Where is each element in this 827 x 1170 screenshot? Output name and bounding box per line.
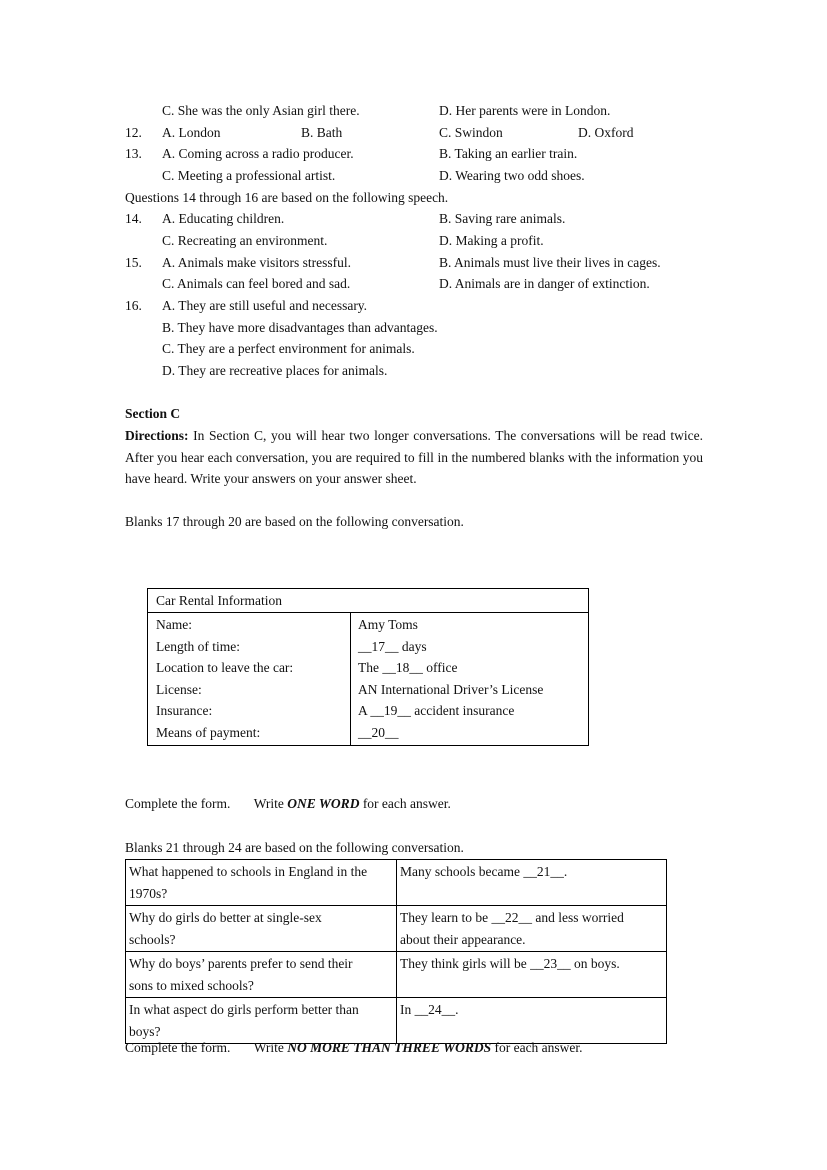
question-text: schools? [129,931,176,947]
value-text: A [358,703,371,718]
instruction-text: Complete the form. Write [125,1040,288,1055]
blank-24: __24__ [414,1002,456,1017]
question-number: 12. [125,125,142,140]
table-row [126,860,667,906]
question-line-12 [0,125,827,145]
option-text: C. Meeting a professional artist. [162,168,336,183]
value-text: Amy Toms [358,617,418,632]
value-length [358,636,581,658]
option-text: C. She was the only Asian girl there. [162,103,360,118]
table-row [126,998,667,1044]
option-text: A. Animals make visitors stressful. [162,255,351,270]
label-payment: Means of payment: [156,724,261,740]
answer-text: . [455,1002,459,1017]
option-text: B. Saving rare animals. [439,211,566,226]
question-line-16 [0,298,827,318]
blanks-17-20-intro: Blanks 17 through 20 are based on the following conversation. [125,514,464,529]
question-text: In what aspect do girls perform better than [129,1002,359,1017]
form1-instruction [125,796,451,812]
question-text: sons to mixed schools? [129,977,254,993]
option-text: C. They are a perfect environment for animals. [162,341,415,356]
option-text: D. Animals are in danger of extinction. [439,276,650,291]
value-license [358,679,581,701]
schools-table [125,859,667,1044]
table-row [126,952,667,998]
option-text: A. London [162,125,221,140]
blank-23: __23__ [530,956,571,971]
blank-17: __17__ [358,638,399,654]
option-text: A. They are still useful and necessary. [162,298,368,313]
question-cell [126,952,397,998]
question-text: Why do boys’ parents prefer to send their [129,956,353,971]
car-rental-labels [148,613,351,746]
option-text: A. Coming across a radio producer. [162,146,354,161]
answer-text: In [400,1002,415,1017]
value-payment [358,722,581,744]
answer-cell [397,860,667,906]
blanks-21-24-intro: Blanks 21 through 24 are based on the following conversation. [125,840,464,855]
option-text: A. Educating children. [162,211,285,226]
option-text: C. Animals can feel bored and sad. [162,276,351,291]
instruction-text: Complete the form. Write [125,796,288,811]
option-text: C. Recreating an environment. [162,233,328,248]
question-number: 14. [125,211,142,226]
value-text: days [398,638,427,654]
option-text: C. Swindon [439,125,503,140]
value-text: accident insurance [410,703,515,718]
form2-instruction [125,1040,583,1056]
option-line [0,363,827,383]
section-c-title: Section C [125,406,181,421]
question-text: Why do girls do better at single-sex [129,910,322,925]
table-row [126,906,667,952]
answer-text: and less worried [531,910,624,925]
instruction-text: for each answer. [491,1040,583,1055]
option-text: D. Making a profit. [439,233,544,248]
option-text: D. Oxford [578,125,634,140]
answer-cell [397,998,667,1044]
blank-20: __20__ [358,724,399,740]
question-line-14 [0,211,827,231]
value-text: AN International Driver’s License [358,681,544,697]
option-line [0,320,827,340]
label-license: License: [156,681,202,697]
answer-text: . [563,864,568,879]
value-name [358,614,581,636]
blank-19: __19__ [370,703,411,718]
value-text: office [422,660,458,675]
answer-text: on boys. [570,956,620,971]
value-location [358,657,581,679]
question-cell [126,860,397,906]
question-cell [126,906,397,952]
questions-heading [0,190,827,210]
option-text: D. They are recreative places for animals. [162,363,388,378]
label-length: Length of time: [156,638,240,654]
blank-18: __18__ [382,660,423,675]
option-text: B. They have more disadvantages than advantages. [162,320,438,335]
directions-label: Directions: [125,428,189,443]
option-line [0,103,827,123]
value-text: The [358,660,383,675]
question-number: 15. [125,255,142,270]
answer-text: They learn to be [400,910,492,925]
option-line [0,233,827,253]
directions-text: In Section C, you will hear two longer conversations. The conversations will be read twice. After you hear each conversation, you are required to fill in the numbered blanks with the information you have heard. Write your answers on your answer sheet. [125,428,703,486]
blank-22: __22__ [491,910,532,925]
answer-text: They think girls will be [400,956,531,971]
question-text: What happened to schools in England in the [129,864,368,879]
section-c-directions [125,425,703,490]
label-location: Location to leave the car: [156,660,294,675]
value-insurance [358,700,581,722]
question-number: 13. [125,146,142,161]
question-text: 1970s? [129,885,168,901]
instruction-emphasis: ONE WORD [287,796,360,811]
heading-text: Questions 14 through 16 are based on the following speech. [125,190,449,205]
option-text: B. Animals must live their lives in cages. [439,255,661,270]
option-line [0,276,827,296]
answer-text: Many schools became [400,864,524,879]
option-line [0,168,827,188]
question-cell [126,998,397,1044]
option-text: B. Bath [301,125,343,140]
answer-cell [397,952,667,998]
car-rental-values [351,613,589,746]
question-number: 16. [125,298,142,313]
question-text: boys? [129,1023,161,1039]
answer-cell [397,906,667,952]
option-text: D. Wearing two odd shoes. [439,168,585,183]
label-name: Name: [156,617,192,632]
option-text: B. Taking an earlier train. [439,146,578,161]
option-text: D. Her parents were in London. [439,103,611,118]
blank-21: __21__ [523,864,564,879]
car-rental-table [147,588,589,746]
question-line-15 [0,255,827,275]
label-insurance: Insurance: [156,703,213,718]
answer-text: about their appearance. [400,931,526,947]
question-line-13 [0,146,827,166]
car-rental-title: Car Rental Information [148,589,589,613]
instruction-emphasis: NO MORE THAN THREE WORDS [287,1040,492,1055]
option-line [0,341,827,361]
instruction-text: for each answer. [359,796,451,811]
